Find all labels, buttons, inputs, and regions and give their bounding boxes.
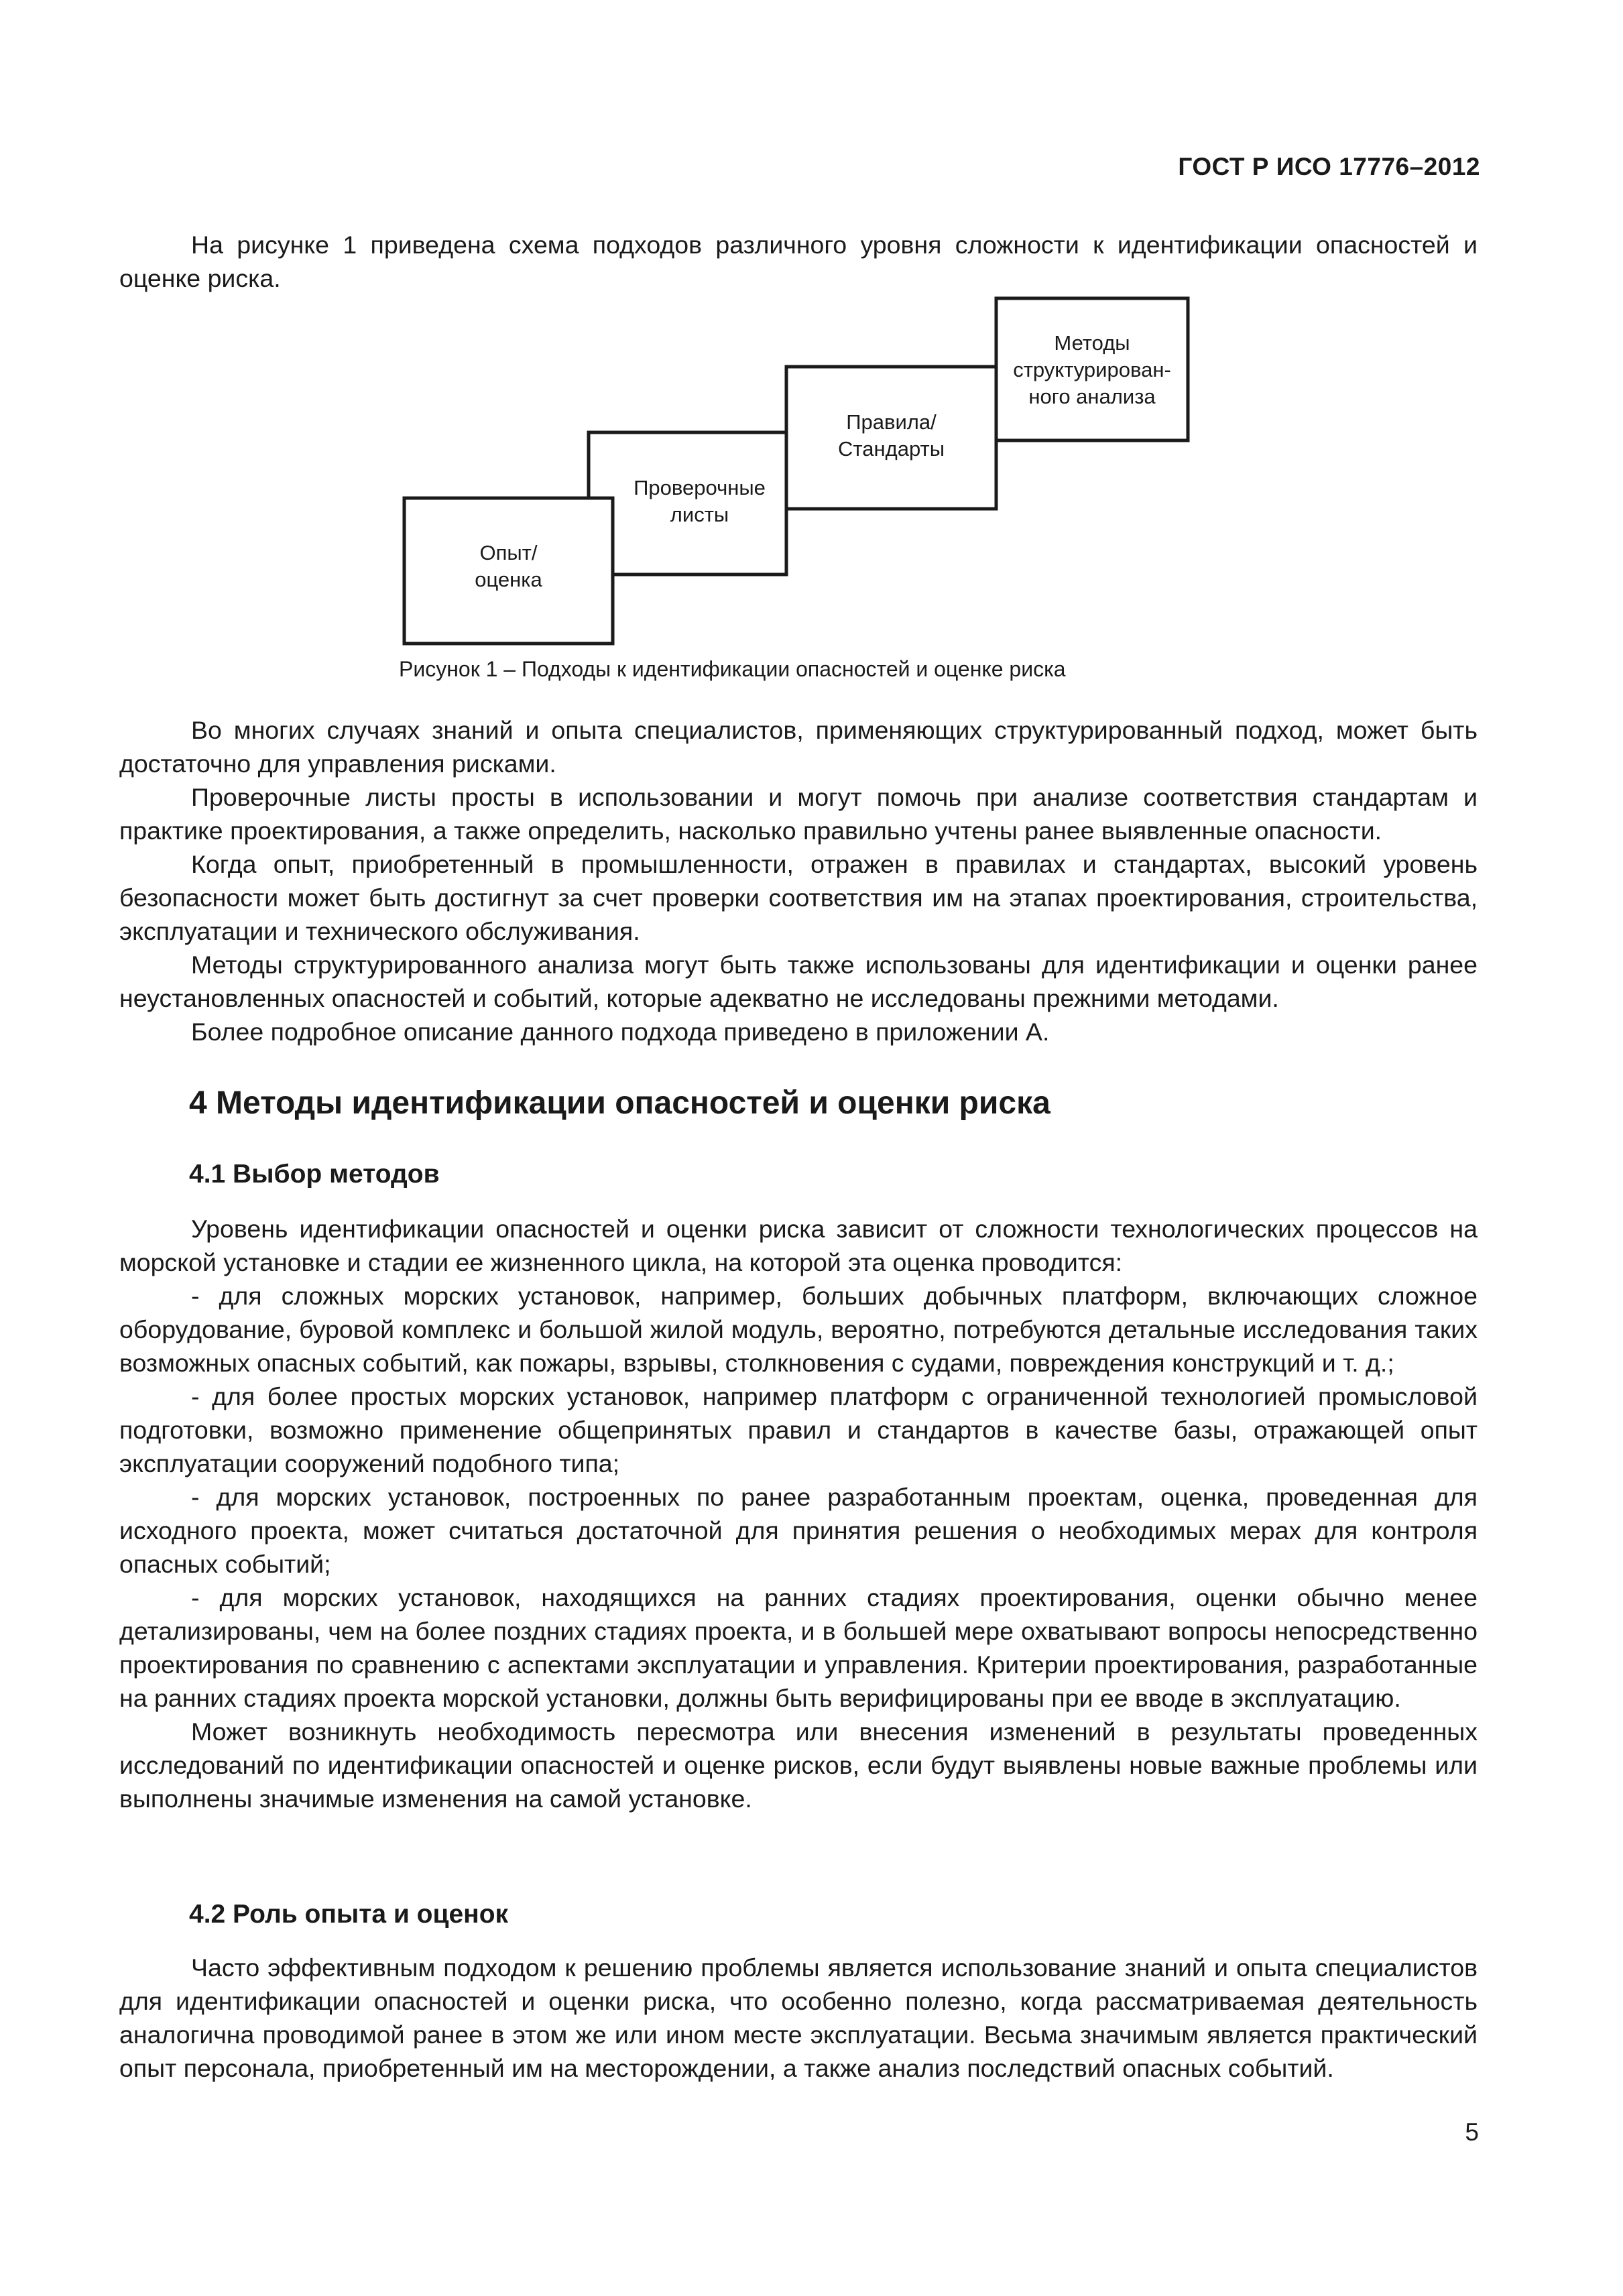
step-label-4-text: Методы структурирован- ного анализа — [1013, 331, 1171, 408]
paragraph: Методы структурированного анализа могут быть также использованы для идентификации и оценки ранее неустановленных опасностей и событий, которые адекватно не исследованы прежними методами. — [119, 951, 1478, 1012]
section-4-heading: 4 Методы идентификации опасностей и оценки риска — [189, 1085, 1050, 1121]
paragraph: Уровень идентификации опасностей и оценки риска зависит от сложности технологических процессов на морской установке и стадии ее жизненного цикла, на которой эта оценка проводится: — [119, 1215, 1478, 1276]
step-label-3-text: Правила/ Стандарты — [838, 410, 945, 461]
list-item: - для морских установок, построенных по ранее разработанным проектам, оценка, проведенная для исходного проекта, может считаться достаточной для принятия решения о необходимых мерах для контроля опасных событий; — [119, 1483, 1478, 1578]
body-text-1 — [119, 713, 1478, 1048]
list-item: - для сложных морских установок, например, больших добычных платформ, включающих сложное оборудование, буровой комплекс и большой жилой модуль, вероятно, потребуются детальные исследования таких возможных опасных событий, как пожары, взрывы, столкновения с судами, повреждения конструкций и т. д.; — [119, 1282, 1478, 1377]
paragraph: Проверочные листы просты в использовании и могут помочь при анализе соответствия стандартам и практике проектирования, а также определить, насколько правильно учтены ранее выявленные опасности. — [119, 783, 1478, 845]
step-label-4 — [996, 330, 1188, 410]
intro-text — [119, 228, 1478, 295]
subsection-4-2-heading: 4.2 Роль опыта и оценок — [189, 1900, 509, 1929]
list-item: - для более простых морских установок, например платформ с ограниченной технологией промысловой подготовки, возможно применение общепринятых правил и стандартов в качестве базы, отражающей опыт эксплуатации сооружений подобного типа; — [119, 1382, 1478, 1477]
step-label-1-text: Опыт/ оценка — [475, 541, 542, 591]
paragraph: Когда опыт, приобретенный в промышленности, отражен в правилах и стандартах, высокий уровень безопасности может быть достигнут за счет проверки соответствия им на этапах проектирования, строительства, эксплуатации и технического обслуживания. — [119, 850, 1478, 945]
subsection-4-1-heading: 4.1 Выбор методов — [189, 1160, 440, 1189]
step-label-2-text: Проверочные листы — [634, 476, 766, 526]
paragraph: Может возникнуть необходимость пересмотра или внесения изменений в результаты проведенных исследований по идентификации опасностей и оценке рисков, если будут выявлены новые важные проблемы или выполнены значимые изменения на самой установке. — [119, 1717, 1478, 1813]
figure-caption: Рисунок 1 – Подходы к идентификации опасностей и оценке риска — [399, 657, 1066, 681]
intro-paragraph: На рисунке 1 приведена схема подходов различного уровня сложности к идентификации опасностей и оценке риска. — [119, 231, 1478, 292]
list-item: - для морских установок, находящихся на ранних стадиях проектирования, оценки обычно менее детализированы, чем на более поздних стадиях проекта, и в большей мере охватывают вопросы непосредственно проектирования по сравнению с аспектами эксплуатации и управления. Критерии проектирования, разработанные на ранних стадиях проекта морской установки, должны быть верифицированы при ее вводе в эксплуатацию. — [119, 1583, 1478, 1712]
figure-1 — [399, 295, 1203, 690]
step-label-1 — [404, 540, 613, 593]
paragraph: Часто эффективным подходом к решению проблемы является использование знаний и опыта специалистов для идентификации опасностей и оценки риска, что особенно полезно, когда рассматриваемая деятельность аналогична проводимой ранее в этом же или ином месте эксплуатации. Весьма значимым является практический опыт персонала, приобретенный им на месторождении, а также анализ последствий опасных событий. — [119, 1953, 1478, 2082]
document-header: ГОСТ Р ИСО 17776–2012 — [1178, 153, 1480, 180]
subsection-4-1-text — [119, 1212, 1478, 1815]
step-label-2 — [613, 475, 786, 528]
paragraph: Во многих случаях знаний и опыта специалистов, применяющих структурированный подход, может быть достаточно для управления рисками. — [119, 716, 1478, 778]
subsection-4-2-text — [119, 1951, 1478, 2085]
paragraph: Более подробное описание данного подхода приведено в приложении А. — [191, 1018, 1050, 1046]
step-label-3 — [786, 409, 996, 463]
page-number: 5 — [1465, 2118, 1479, 2146]
